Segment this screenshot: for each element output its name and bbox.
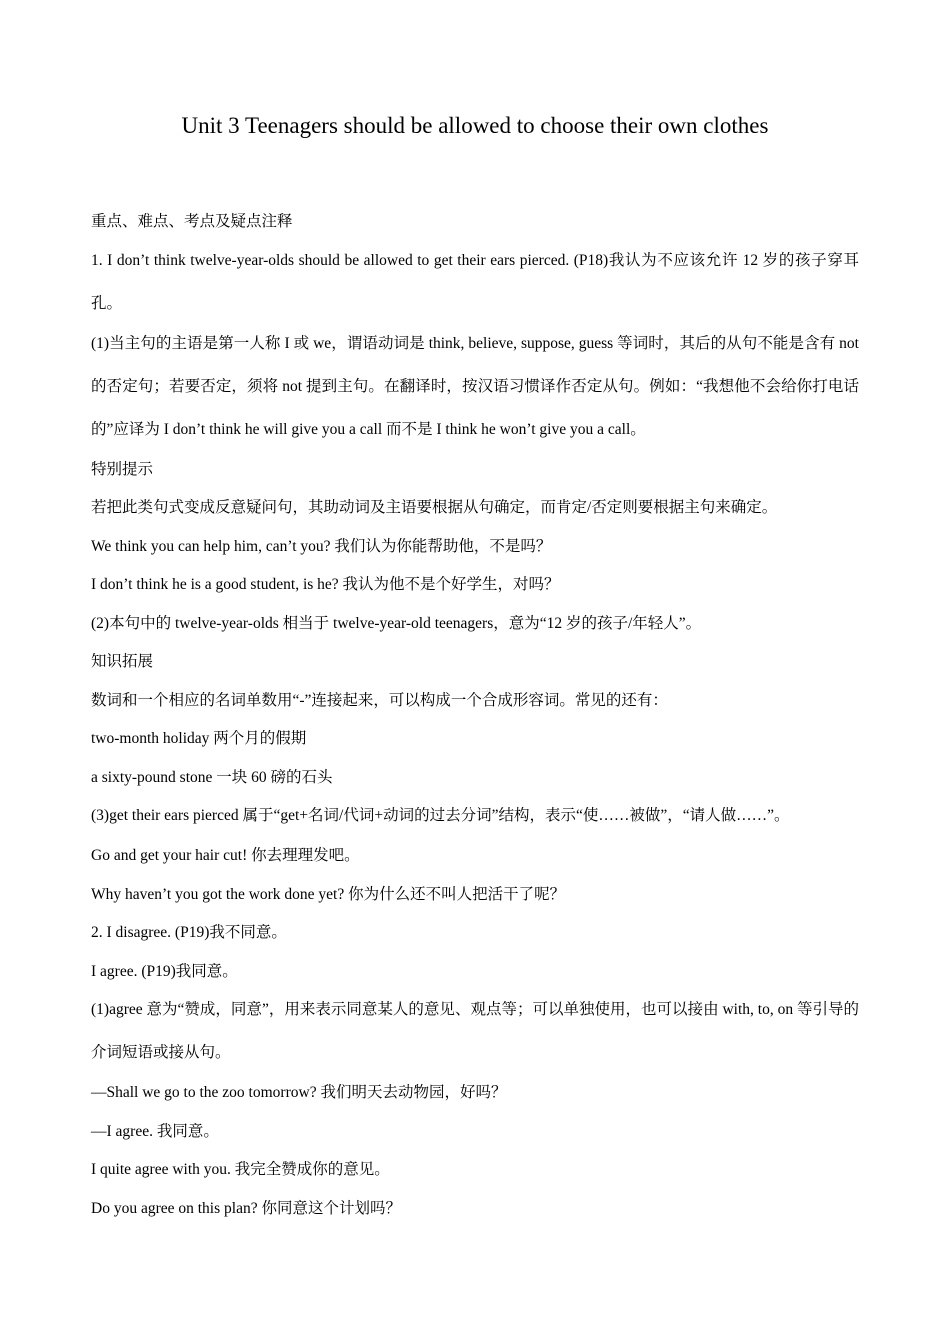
example-sentence: Why haven’t you got the work done yet? 你为什么还不叫人把活干了呢？: [91, 885, 566, 903]
example-sentence: I don’t think he is a good student, is he? 我认为他不是个好学生，对吗？: [91, 576, 560, 593]
tip-text: 若把此类句式变成反意疑问句，其助动词及主语要根据从句确定，而肯定/否定则要根据主句来确定。: [91, 499, 778, 516]
heading-special-tip: 特别提示: [91, 460, 154, 478]
extension-text: 数词和一个相应的名词单数用“-”连接起来，可以构成一个合成形容词。常见的还有：: [91, 691, 668, 709]
example-phrase: two-month holiday 两个月的假期: [91, 730, 307, 747]
item-2-sentence-alt: I agree. (P19)我同意。: [91, 962, 238, 980]
item-1-sentence: 1. I don’t think twelve-year-olds should be allowed to get their ears pierced. (P18)我认为不应该允许 12 岁的孩子穿耳孔。: [91, 251, 859, 312]
note-1-1: (1)当主句的主语是第一人称 I 或 we，谓语动词是 think, believe, suppose, guess 等词时，其后的从句不能是含有 not 的否定句；若要否定，须将 not 提到主句。在翻译时，按汉语习惯译作否定从句。例如：“我想他不会给你打电话的”应译为 I don’t think he will give you a call 而不是 I think he won’t give you a call。: [91, 334, 859, 438]
dialogue-line: —I agree. 我同意。: [91, 1122, 219, 1140]
item-2-sentence: 2. I disagree. (P19)我不同意。: [91, 924, 287, 941]
dialogue-line: —Shall we go to the zoo tomorrow? 我们明天去动物园，好吗？: [91, 1084, 507, 1101]
example-sentence: I quite agree with you. 我完全赞成你的意见。: [91, 1161, 390, 1178]
example-sentence: We think you can help him, can’t you? 我们认为你能帮助他，不是吗？: [91, 537, 552, 555]
note-1-2: (2)本句中的 twelve-year-olds 相当于 twelve-year-old teenagers，意为“12 岁的孩子/年轻人”。: [91, 614, 702, 632]
document-body: [91, 203, 859, 1228]
note-1-3: (3)get their ears pierced 属于“get+名词/代词+动词的过去分词”结构，表示“使……被做”，“请人做……”。: [91, 807, 790, 824]
example-sentence: Go and get your hair cut! 你去理理发吧。: [91, 847, 360, 864]
example-sentence: Do you agree on this plan? 你同意这个计划吗？: [91, 1199, 401, 1217]
heading-knowledge-extension: 知识拓展: [91, 653, 154, 670]
document-title: Unit 3 Teenagers should be allowed to choose their own clothes: [181, 113, 769, 138]
example-phrase: a sixty-pound stone 一块 60 磅的石头: [91, 768, 333, 786]
section-heading-key-points: 重点、难点、考点及疑点注释: [91, 213, 293, 230]
note-2-1: (1)agree 意为“赞成，同意”，用来表示同意某人的意见、观点等；可以单独使用，也可以接由 with, to, on 等引导的介词短语或接从句。: [91, 1001, 859, 1061]
